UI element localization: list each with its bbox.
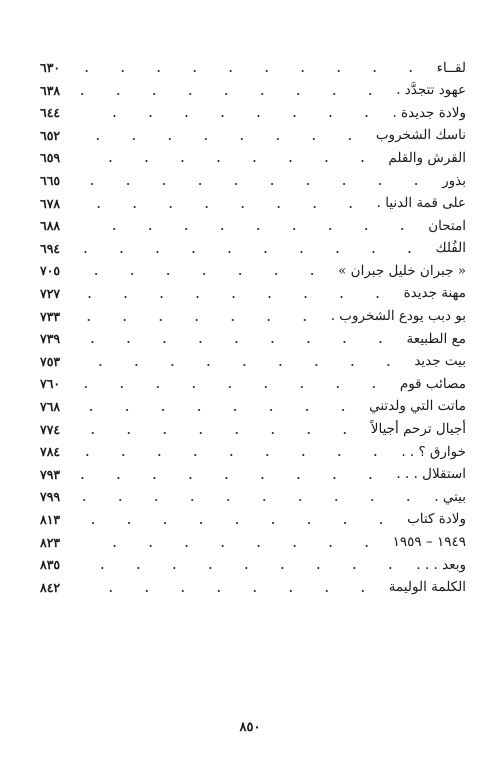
toc-entry-page: ٨١٣: [40, 511, 61, 527]
dot-leader: [80, 554, 408, 577]
toc-entry-page: ٦٦٥: [40, 173, 61, 189]
dot-leader: [80, 373, 392, 396]
dot-leader: [80, 215, 420, 238]
dot-leader: [80, 531, 385, 554]
toc-entry-page: ٧٩٩: [40, 489, 61, 505]
toc-entry-title: لقــاء: [436, 59, 466, 76]
toc-entry-title: « جبران خليل جبران »: [338, 262, 466, 279]
dot-leader: [80, 396, 361, 419]
toc-entry-page: ٧٢٧: [40, 285, 61, 301]
dot-leader: [80, 80, 388, 103]
toc-entry-page: ٦٣٠: [40, 60, 61, 76]
toc-entry: [40, 215, 466, 238]
toc-entry-title: بيت جديد: [414, 353, 466, 370]
toc-entry-page: ٦٧٨: [40, 195, 61, 211]
toc-entry: [40, 396, 466, 419]
toc-entry-title: مع الطبيعة: [406, 330, 466, 347]
toc-entry: [40, 577, 466, 600]
dot-leader: [80, 441, 393, 464]
toc-entry-title: مصائب قوم: [399, 375, 466, 392]
toc-entry-page: ٨٢٣: [40, 534, 61, 550]
toc-entry: [40, 509, 466, 532]
toc-entry: [40, 419, 466, 442]
toc-entry: [40, 351, 466, 374]
toc-entry: [40, 238, 466, 261]
toc-entry: [40, 441, 466, 464]
toc-entry-page: ٨٣٥: [40, 557, 61, 573]
toc-entry-title: على قمة الدنيا .: [376, 195, 466, 212]
toc-entry: [40, 306, 466, 329]
toc-entry: [40, 147, 466, 170]
toc-entry-page: ٦٣٨: [40, 82, 61, 98]
dot-leader: [80, 306, 323, 329]
toc-entry: [40, 193, 466, 216]
toc-entry-page: ٧٨٤: [40, 444, 61, 460]
toc-entry-page: ٧٥٣: [40, 353, 61, 369]
toc-entry-title: ١٩٤٩ – ١٩٥٩: [392, 534, 466, 551]
toc-entry-title: الكلمة الوليمة: [388, 579, 466, 596]
dot-leader: [80, 486, 426, 509]
toc-entry: [40, 554, 466, 577]
toc-entry-title: عهود تتجدَّد .: [396, 82, 466, 99]
toc-entry-title: امتحان: [428, 217, 466, 234]
toc-entry-page: ٨٤٢: [40, 579, 61, 595]
toc-entry-title: مهنة جديدة: [403, 285, 466, 302]
toc-entry: [40, 102, 466, 125]
dot-leader: [80, 328, 398, 351]
toc-entry-page: ٧٩٣: [40, 466, 61, 482]
toc-entry-title: ولادة جديدة .: [392, 104, 466, 121]
dot-leader: [80, 464, 388, 487]
toc-entry: [40, 57, 466, 80]
toc-entry-page: ٧٧٤: [40, 421, 61, 437]
toc-entry-title: القرش والقلم: [388, 149, 466, 166]
toc-entry-title: استقلال . . .: [396, 466, 466, 483]
toc-entry-page: ٧٦٠: [40, 376, 61, 392]
toc-entry-title: بيتي .: [434, 488, 466, 505]
dot-leader: [80, 102, 384, 125]
toc-entry: [40, 80, 466, 103]
dot-leader: [80, 170, 434, 193]
dot-leader: [80, 577, 381, 600]
toc-entry-page: ٧٦٨: [40, 398, 61, 414]
toc-entry-page: ٦٤٤: [40, 105, 61, 121]
toc-entry-title: ماتت التي ولدتني: [369, 398, 466, 415]
dot-leader: [80, 238, 427, 261]
toc-entry-title: ولادة كتاب: [407, 511, 466, 528]
toc-entry-page: ٦٩٤: [40, 240, 61, 256]
dot-leader: [80, 193, 369, 216]
toc-entry-title: بو دبب يودع الشخروب .: [330, 308, 466, 325]
dot-leader: [80, 419, 363, 442]
toc-entry-page: ٦٥٩: [40, 150, 61, 166]
toc-entry-page: ٦٥٢: [40, 127, 61, 143]
toc-entry: [40, 531, 466, 554]
toc-entry-title: أجيال ترحم أجيالاً: [370, 421, 466, 438]
toc-entry-page: ٧٣٣: [40, 308, 61, 324]
toc-entry-title: ناسك الشخروب: [375, 127, 466, 144]
toc-entry-page: ٧٣٩: [40, 331, 61, 347]
dot-leader: [80, 283, 396, 306]
toc-entry: [40, 170, 466, 193]
toc-entry: [40, 125, 466, 148]
toc-entry-page: ٧٠٥: [40, 263, 61, 279]
toc-entry: [40, 328, 466, 351]
toc-entry: [40, 283, 466, 306]
dot-leader: [80, 57, 429, 80]
dot-leader: [80, 351, 406, 374]
toc-entry-title: خوارق ؟ . .: [401, 443, 466, 460]
dot-leader: [80, 147, 380, 170]
toc-entry: [40, 464, 466, 487]
page-number: ٨٥٠: [239, 720, 261, 735]
toc-entry: [40, 373, 466, 396]
toc-entry-title: وبعد . . .: [416, 556, 466, 573]
toc-entry-page: ٦٨٨: [40, 218, 61, 234]
dot-leader: [80, 125, 368, 148]
toc-entry: [40, 260, 466, 283]
table-of-contents: [40, 57, 466, 599]
toc-entry-title: الفُلك: [435, 240, 466, 257]
dot-leader: [80, 260, 330, 283]
toc-entry-title: بذور: [442, 172, 466, 189]
toc-entry: [40, 486, 466, 509]
dot-leader: [80, 509, 399, 532]
